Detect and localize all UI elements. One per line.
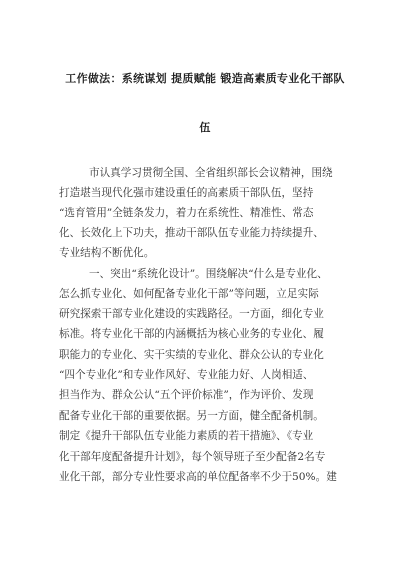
- document-title-line-2: 伍: [199, 121, 211, 134]
- body-line: 配备专业化干部的重要依据。另一方面，健全配备机制。: [59, 410, 324, 422]
- body-line: 化、长效化上下功夫，推动干部队伍专业能力持续提升、: [59, 227, 324, 239]
- body-line: “四个专业化”和专业作风好、专业能力好、人岗相适、: [59, 369, 314, 381]
- body-line: 化干部年度配备提升计划》，每个领导班子至少配备2名专: [59, 451, 326, 463]
- body-line: 业化干部，部分专业性要求高的单位配备率不少于50%。建: [59, 471, 337, 483]
- body-line: 担当作为、群众公认“五个评价标准”，作为评价、发现: [59, 389, 314, 401]
- body-line: 专业结构不断优化。: [59, 247, 155, 259]
- body-line: 标准。将专业化干部的内涵概括为核心业务的专业化、履: [59, 328, 324, 340]
- body-line: 研究探索干部专业化建设的实践路径。一方面，细化专业: [59, 308, 324, 320]
- body-line: 一、突出“系统化设计”。围绕解决“什么是专业化、: [89, 268, 328, 280]
- body-line: 制定《提升干部队伍专业能力素质的若干措施》、《专业: [59, 430, 314, 442]
- document-title-line-1: 工作做法：系统谋划 提质赋能 锻造高素质专业化干部队: [65, 72, 345, 85]
- body-line: 打造堪当现代化强市建设重任的高素质干部队伍，坚持: [59, 187, 314, 199]
- body-line: 市认真学习贯彻全国、全省组织部长会议精神，围绕: [89, 167, 333, 179]
- body-line: “选育管用”全链条发力，着力在系统性、精准性、常态: [59, 207, 314, 219]
- body-line: 职能力的专业化、实干实绩的专业化、群众公认的专业化: [59, 349, 324, 361]
- body-line: 怎么抓专业化、如何配备专业化干部”等问题，立足实际: [59, 288, 319, 300]
